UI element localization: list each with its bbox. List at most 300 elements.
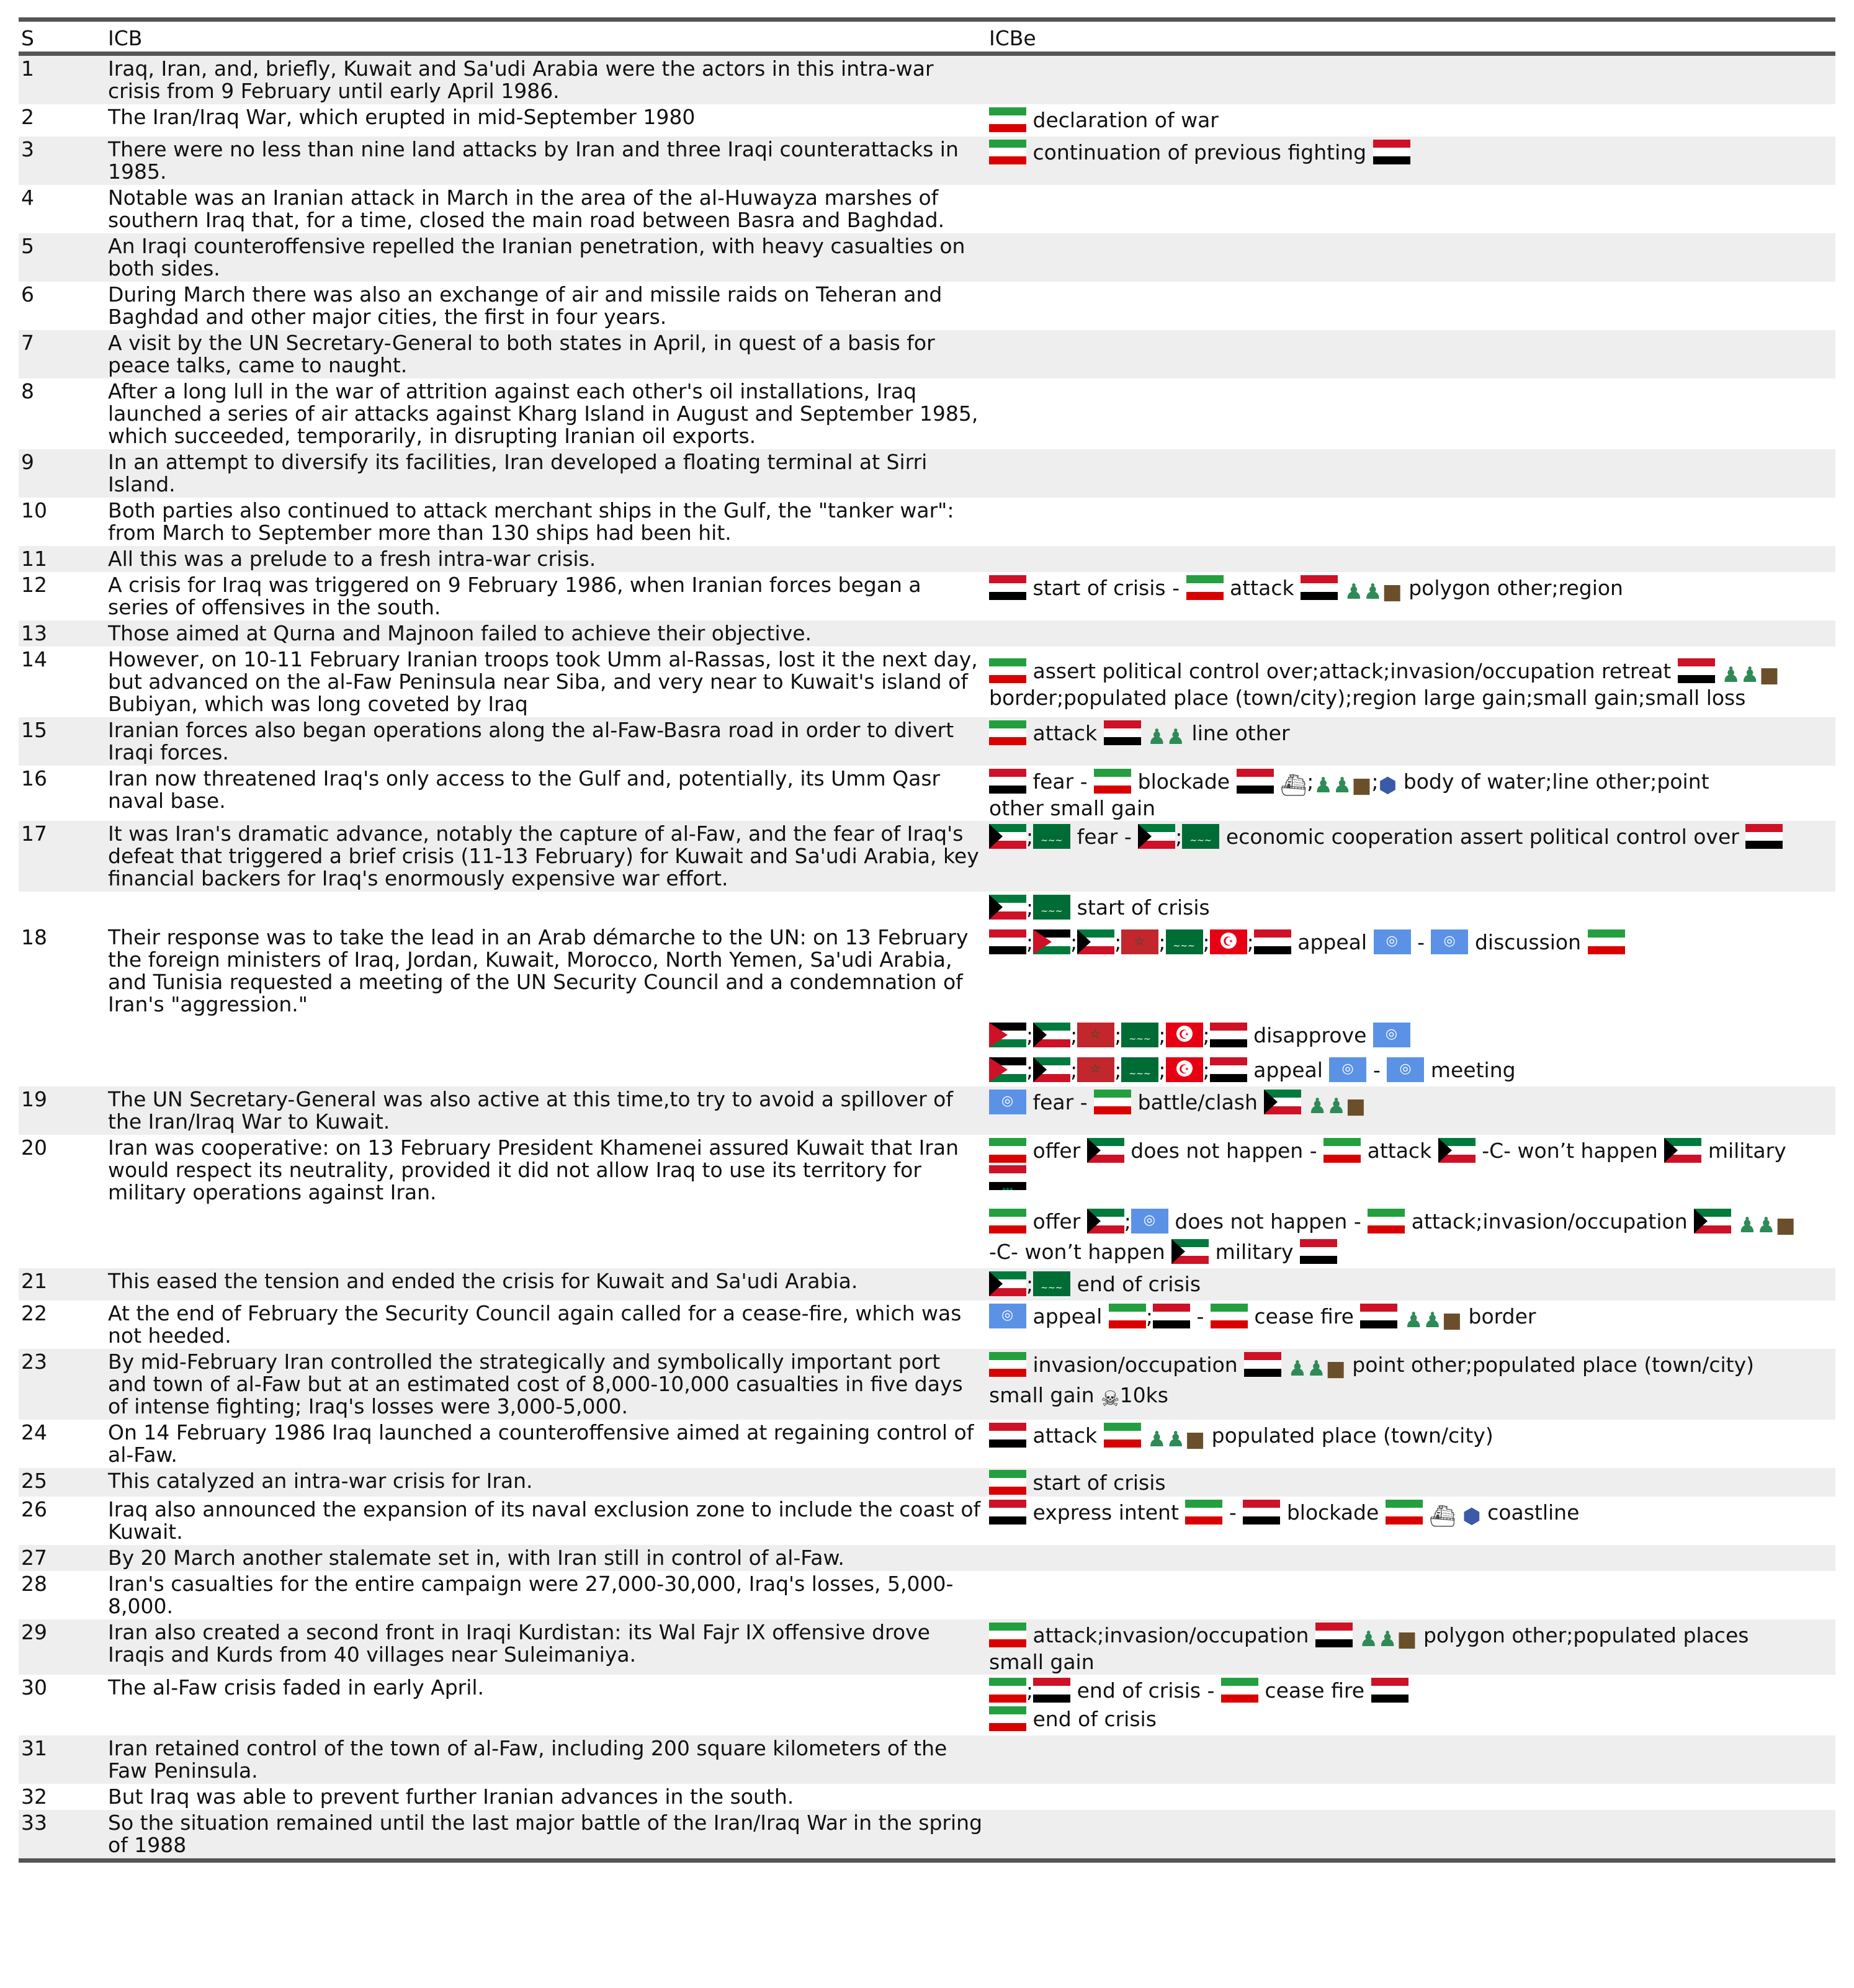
event-label: end of crisis bbox=[1032, 1707, 1157, 1731]
event-label: body of water;line other;point bbox=[1403, 769, 1709, 794]
table-row bbox=[19, 1420, 1835, 1468]
table-row bbox=[19, 1086, 1835, 1135]
sentence-number: 33 bbox=[19, 1810, 105, 1861]
spacer bbox=[989, 1190, 1833, 1207]
iran-flag bbox=[989, 1678, 1026, 1703]
saudi-flag bbox=[1033, 1271, 1070, 1296]
icb-text: Those aimed at Qurna and Majnoon failed to achieve their objective. bbox=[105, 620, 987, 647]
table-row bbox=[19, 185, 1835, 233]
table-row bbox=[19, 1784, 1835, 1810]
icb-text: Both parties also continued to attack merchant ships in the Gulf, the "tanker war": from March to September more than 130 ships had been hit. bbox=[108, 498, 954, 545]
event-line bbox=[989, 1652, 1833, 1673]
event-label: attack bbox=[1032, 721, 1098, 745]
table-row bbox=[19, 1675, 1835, 1735]
military-icon: ♟♟ bbox=[1737, 1213, 1776, 1238]
event-label: small gain bbox=[989, 1650, 1095, 1674]
iraq-flag bbox=[1243, 1500, 1280, 1525]
water-hex-icon: ⬢ bbox=[1378, 773, 1397, 798]
iraq-flag bbox=[1104, 720, 1141, 745]
un-flag bbox=[1374, 929, 1411, 954]
table-row bbox=[19, 54, 1835, 105]
icb-text: Iranian forces also began operations along the al-Faw-Basra road in order to divert Iraqi forces. bbox=[105, 717, 987, 766]
iraq-flag bbox=[1360, 1304, 1397, 1328]
icbe-events bbox=[987, 647, 1835, 717]
sentence-number: 20 bbox=[21, 1135, 47, 1160]
event-label: disapprove bbox=[1253, 1023, 1367, 1047]
icb-text: But Iraq was able to prevent further Iranian advances in the south. bbox=[108, 1784, 794, 1809]
iran-flag bbox=[989, 1138, 1026, 1163]
event-label: point other;populated place (town/city) bbox=[1352, 1353, 1755, 1377]
iran-flag bbox=[1323, 1138, 1361, 1163]
un-flag bbox=[989, 1090, 1026, 1114]
icb-text: The UN Secretary-General was also active at this time,to try to avoid a spillover of the Iran/Iraq War to Kuwait. bbox=[105, 1086, 987, 1135]
skull-icon: ☠ bbox=[1101, 1387, 1120, 1412]
sentence-number: 31 bbox=[19, 1735, 105, 1784]
military-icon: ♟♟ bbox=[1344, 580, 1382, 604]
iran-flag bbox=[989, 720, 1026, 745]
event-label: continuation of previous fighting bbox=[1032, 140, 1367, 164]
event-label: attack;invasion/occupation bbox=[1411, 1209, 1688, 1234]
iraq-flag bbox=[1301, 575, 1338, 600]
un-flag bbox=[1329, 1057, 1366, 1082]
table-row bbox=[19, 137, 1835, 185]
event-label: small gain bbox=[989, 1383, 1095, 1407]
iraq-flag bbox=[989, 929, 1026, 954]
event-line bbox=[989, 687, 1833, 709]
event-line: ; ;☆ ;~~~ ;☪ ; appeal ◎ - ◎ meeting bbox=[989, 1056, 1833, 1085]
icbe-events bbox=[987, 1135, 1835, 1268]
event-line bbox=[989, 1498, 1833, 1529]
icb-text: A crisis for Iraq was triggered on 9 February 1986, when Iranian forces began a series of offensives in the south. bbox=[108, 573, 921, 619]
table-row bbox=[19, 498, 1835, 546]
iraq-flag bbox=[1300, 1239, 1337, 1264]
icbe-events bbox=[987, 233, 1835, 282]
icb-text: Iraq, Iran, and, briefly, Kuwait and Sa'udi Arabia were the actors in this intra-war crisis from 9 February until early April 1986. bbox=[105, 54, 987, 105]
event-label: line other bbox=[1191, 721, 1290, 745]
icb-text: Notable was an Iranian attack in March in the area of the al-Huwayza marshes of southern Iraq that, for a time, closed the main road between Basra and Baghdad. bbox=[108, 186, 945, 232]
table-row bbox=[19, 647, 1835, 717]
iran-flag bbox=[989, 1623, 1026, 1647]
saudi-flag bbox=[1121, 1023, 1158, 1047]
event-label: declaration of war bbox=[1032, 108, 1219, 132]
saudi-flag bbox=[1166, 929, 1203, 954]
table-row bbox=[19, 1545, 1835, 1571]
iran-flag bbox=[1109, 1304, 1146, 1328]
iran-flag bbox=[1185, 1500, 1222, 1525]
kuwait-flag bbox=[1664, 1138, 1701, 1163]
military-icon: ♟♟ bbox=[1147, 725, 1186, 750]
sentence-number: 13 bbox=[19, 620, 105, 647]
event-separator: - bbox=[1124, 825, 1132, 849]
event-label: cease fire bbox=[1254, 1304, 1354, 1328]
saudi-flag bbox=[1121, 1057, 1158, 1082]
event-line bbox=[989, 1381, 1833, 1412]
icb-text: So the situation remained until the last major battle of the Iran/Iraq War in the spring of 1988 bbox=[105, 1810, 987, 1861]
land-cube-icon: ■ bbox=[1759, 663, 1780, 687]
kuwait-flag bbox=[1138, 824, 1175, 849]
yemen-flag bbox=[1254, 929, 1291, 954]
event-line bbox=[989, 1705, 1833, 1734]
sentence-number: 23 bbox=[19, 1349, 105, 1420]
event-line bbox=[989, 138, 1833, 167]
event-line bbox=[989, 798, 1833, 819]
sentence-number: 18 bbox=[21, 925, 47, 949]
morocco-flag bbox=[1121, 929, 1158, 954]
icb-text: However, on 10-11 February Iranian troops took Umm al-Rassas, lost it the next day, but advanced on the al-Faw Peninsula near Siba, and very near to Kuwait's island of Bubiyan, which was long coveted by Iraq bbox=[108, 647, 978, 716]
event-line bbox=[989, 574, 1833, 604]
table-row bbox=[19, 104, 1835, 137]
sentence-number: 3 bbox=[19, 137, 105, 185]
event-label: -C- won’t happen bbox=[1482, 1139, 1658, 1163]
sentence-number: 27 bbox=[19, 1545, 105, 1571]
sentence-number: 14 bbox=[21, 647, 47, 671]
iraq-flag bbox=[989, 1165, 1026, 1190]
icb-text: All this was a prelude to a fresh intra-war crisis. bbox=[105, 546, 987, 572]
table-row bbox=[19, 282, 1835, 330]
table-row bbox=[19, 717, 1835, 766]
event-separator: - bbox=[1196, 1304, 1204, 1328]
icbe-events bbox=[987, 1619, 1835, 1675]
event-label: express intent bbox=[1032, 1500, 1179, 1525]
iraq-flag bbox=[1237, 769, 1274, 794]
military-icon: ♟♟ bbox=[1307, 1094, 1346, 1119]
sentence-number: 8 bbox=[21, 379, 34, 403]
tunisia-flag bbox=[1210, 929, 1247, 954]
sentence-number: 12 bbox=[21, 573, 47, 597]
military-icon: ♟♟ bbox=[1147, 1427, 1186, 1452]
event-label: economic cooperation assert political control over bbox=[1225, 825, 1739, 849]
iraq-flag bbox=[989, 769, 1026, 794]
kuwait-flag bbox=[1438, 1138, 1476, 1163]
event-label: populated place (town/city) bbox=[1211, 1423, 1494, 1448]
table-row bbox=[19, 1571, 1835, 1619]
iran-flag bbox=[1386, 1500, 1423, 1525]
jordan-flag bbox=[989, 1057, 1026, 1082]
event-line bbox=[989, 1422, 1833, 1452]
table-row bbox=[19, 1301, 1835, 1349]
sentence-number: 2 bbox=[21, 105, 34, 129]
event-line bbox=[989, 1238, 1833, 1266]
icbe-events bbox=[987, 498, 1835, 546]
event-label: offer bbox=[1032, 1139, 1081, 1163]
iran-flag bbox=[1186, 575, 1224, 600]
un-flag bbox=[1131, 1209, 1168, 1234]
icb-text: On 14 February 1986 Iraq launched a counteroffensive aimed at regaining control of al-Faw. bbox=[108, 1420, 974, 1467]
icb-text: Iran retained control of the town of al-Faw, including 200 square kilometers of the Faw Peninsula. bbox=[105, 1735, 987, 1784]
table-row bbox=[19, 892, 1835, 1086]
event-separator: - bbox=[1080, 1090, 1088, 1114]
kuwait-flag bbox=[1087, 1209, 1124, 1234]
land-cube-icon: ■ bbox=[1325, 1356, 1346, 1381]
table-row bbox=[19, 546, 1835, 572]
military-icon: ♟♟ bbox=[1359, 1627, 1397, 1652]
table-row bbox=[19, 766, 1835, 821]
sentence-number: 32 bbox=[21, 1784, 47, 1809]
header-icb: ICB bbox=[105, 20, 987, 54]
event-label: blockade bbox=[1137, 769, 1230, 794]
event-label: fear bbox=[1032, 769, 1074, 794]
event-label: border;populated place (town/city);region large gain;small gain;small loss bbox=[989, 686, 1746, 710]
event-label: coastline bbox=[1487, 1500, 1580, 1525]
sentence-number: 30 bbox=[21, 1675, 47, 1699]
event-label: battle/clash bbox=[1137, 1090, 1258, 1114]
event-label: start of crisis bbox=[1032, 1471, 1166, 1495]
kuwait-flag bbox=[1033, 1057, 1070, 1082]
iran-flag bbox=[1094, 1090, 1131, 1114]
event-line: ;~~~ end of crisis bbox=[989, 1270, 1833, 1299]
icbe-events bbox=[987, 1675, 1835, 1735]
land-cube-icon: ■ bbox=[1185, 1427, 1206, 1452]
table-row bbox=[19, 1349, 1835, 1420]
ship-icon: ⛴ bbox=[1280, 773, 1307, 798]
event-separator: - bbox=[1080, 769, 1088, 794]
icbe-events bbox=[987, 1810, 1835, 1861]
icbe-events bbox=[987, 1086, 1835, 1135]
iran-flag bbox=[1588, 929, 1625, 954]
sentence-number: 10 bbox=[21, 498, 47, 522]
icbe-events bbox=[987, 1420, 1835, 1468]
event-label: meeting bbox=[1430, 1058, 1516, 1082]
land-cube-icon: ■ bbox=[1441, 1308, 1462, 1333]
header-icbe: ICBe bbox=[987, 20, 1835, 54]
icb-comparison-table bbox=[19, 17, 1835, 1863]
icbe-events bbox=[987, 104, 1835, 137]
icbe-events bbox=[987, 821, 1835, 892]
event-separator: - bbox=[1373, 1058, 1381, 1082]
event-line: ◎ appeal ; ✱✱✱ - cease fire ✱✱✱ ♟♟■ border bbox=[989, 1302, 1833, 1333]
event-line bbox=[989, 1137, 1833, 1165]
iran-flag bbox=[989, 1209, 1026, 1234]
military-icon: ♟♟ bbox=[1314, 773, 1352, 798]
event-label: attack bbox=[1230, 576, 1294, 600]
sentence-number: 26 bbox=[21, 1497, 47, 1521]
un-flag bbox=[1431, 929, 1468, 954]
yemen-flag bbox=[1210, 1057, 1247, 1082]
event-label: does not happen - bbox=[1175, 1209, 1361, 1234]
event-line bbox=[989, 1470, 1833, 1495]
sentence-number: 28 bbox=[21, 1572, 47, 1596]
event-line bbox=[989, 719, 1833, 750]
tunisia-flag bbox=[1166, 1057, 1203, 1082]
sentence-number: 1 bbox=[19, 54, 105, 105]
event-label: other small gain bbox=[989, 796, 1156, 820]
icb-text: Iraq also announced the expansion of its naval exclusion zone to include the coast of Kuwait. bbox=[108, 1497, 981, 1544]
event-label: 10ks bbox=[1119, 1383, 1168, 1407]
iran-flag bbox=[989, 107, 1026, 132]
sentence-number: 21 bbox=[19, 1268, 105, 1301]
jordan-flag bbox=[989, 1023, 1026, 1047]
event-label: fear bbox=[1077, 825, 1118, 849]
icbe-events bbox=[987, 1268, 1835, 1301]
iraq-flag bbox=[1244, 1352, 1281, 1377]
event-label: does not happen - bbox=[1131, 1139, 1317, 1163]
icbe-events bbox=[987, 1545, 1835, 1571]
iraq-flag bbox=[989, 575, 1026, 600]
kuwait-flag bbox=[1077, 929, 1114, 954]
saudi-flag bbox=[1033, 895, 1070, 920]
icbe-events bbox=[987, 185, 1835, 233]
sentence-number: 9 bbox=[19, 449, 105, 498]
header-s: S bbox=[19, 20, 105, 54]
iraq-flag bbox=[1373, 140, 1410, 164]
iraq-flag bbox=[1153, 1304, 1190, 1328]
kuwait-flag bbox=[1087, 1138, 1124, 1163]
event-label: appeal bbox=[1297, 930, 1368, 954]
land-cube-icon: ■ bbox=[1345, 1094, 1366, 1119]
land-cube-icon: ■ bbox=[1775, 1213, 1796, 1238]
icbe-events bbox=[987, 449, 1835, 498]
icb-table-container bbox=[19, 17, 1835, 1863]
event-label: start of crisis bbox=[1077, 895, 1210, 920]
icbe-events bbox=[987, 892, 1835, 1086]
event-label: polygon other;populated places bbox=[1423, 1623, 1749, 1647]
event-separator: - bbox=[1417, 930, 1425, 954]
icb-text: Iran was cooperative: on 13 February President Khamenei assured Kuwait that Iran would respect its neutrality, provided it did not allow Iraq to use its territory for military operations against Iran. bbox=[108, 1135, 959, 1204]
land-cube-icon: ■ bbox=[1382, 580, 1402, 604]
jordan-flag bbox=[1033, 929, 1070, 954]
iran-flag bbox=[989, 1470, 1026, 1495]
sentence-number: 19 bbox=[19, 1086, 105, 1135]
iran-flag bbox=[1368, 1209, 1405, 1234]
sentence-number: 25 bbox=[19, 1468, 105, 1497]
iran-flag bbox=[1104, 1423, 1141, 1448]
icb-text: By 20 March another stalemate set in, with Iran still in control of al-Faw. bbox=[105, 1545, 987, 1571]
table-row bbox=[19, 1810, 1835, 1861]
kuwait-flag bbox=[989, 895, 1026, 920]
kuwait-flag bbox=[1264, 1090, 1301, 1114]
morocco-flag bbox=[1077, 1057, 1114, 1082]
table-row bbox=[19, 1268, 1835, 1301]
table-row bbox=[19, 1619, 1835, 1675]
icb-text: This eased the tension and ended the crisis for Kuwait and Sa'udi Arabia. bbox=[105, 1268, 987, 1301]
iran-flag bbox=[1094, 769, 1131, 794]
icbe-events bbox=[987, 54, 1835, 105]
saudi-flag bbox=[1033, 824, 1070, 849]
iran-flag bbox=[989, 140, 1026, 164]
sentence-number: 22 bbox=[21, 1301, 47, 1325]
event-label: attack;invasion/occupation bbox=[1032, 1623, 1309, 1647]
event-line: ; ;☆ ;~~~ ;☪ ; disapprove ◎ bbox=[989, 1021, 1833, 1050]
icbe-events bbox=[987, 1735, 1835, 1784]
kuwait-flag bbox=[1694, 1209, 1731, 1234]
icb-text: An Iraqi counteroffensive repelled the Iranian penetration, with heavy casualties on both sides. bbox=[105, 233, 987, 282]
iraq-flag bbox=[989, 1423, 1026, 1448]
event-label: border bbox=[1468, 1304, 1536, 1328]
military-icon: ♟♟ bbox=[1288, 1356, 1326, 1381]
icbe-events bbox=[987, 1497, 1835, 1545]
event-line: ✱✱✱ ; ; ;☆ ;~~~ ;☪ ; appeal ◎ - ◎ discussion bbox=[989, 928, 1833, 957]
table-row bbox=[19, 1135, 1835, 1268]
event-label: appeal bbox=[1253, 1058, 1323, 1082]
icbe-events bbox=[987, 1468, 1835, 1497]
icb-text: Iran's casualties for the entire campaign were 27,000-30,000, Iraq's losses, 5,000-8,000. bbox=[108, 1572, 954, 1618]
sentence-number: 4 bbox=[21, 186, 34, 210]
icb-text: At the end of February the Security Council again called for a cease-fire, which was not heeded. bbox=[108, 1301, 962, 1348]
event-label: offer bbox=[1032, 1209, 1081, 1234]
sentence-number: 15 bbox=[19, 717, 105, 766]
icb-text: It was Iran's dramatic advance, notably the capture of al-Faw, and the fear of Iraq's defeat that triggered a brief crisis (11-13 February) for Kuwait and Sa'udi Arabia, key financial backers for Iraq's enormously expensive war effort. bbox=[105, 821, 987, 892]
kuwait-flag bbox=[989, 824, 1026, 849]
event-label: fear bbox=[1032, 1090, 1074, 1114]
land-cube-icon: ■ bbox=[1351, 773, 1372, 798]
sentence-number: 6 bbox=[21, 282, 34, 307]
icbe-events bbox=[987, 282, 1835, 330]
header-row bbox=[19, 20, 1835, 54]
event-label: assert political control over;attack;invasion/occupation retreat bbox=[1032, 659, 1672, 683]
saudi-flag bbox=[1182, 824, 1219, 849]
event-label: start of crisis bbox=[1032, 576, 1166, 600]
event-line bbox=[989, 657, 1833, 687]
sentence-number: 24 bbox=[21, 1420, 47, 1444]
table-row bbox=[19, 330, 1835, 378]
event-line bbox=[989, 1351, 1833, 1381]
event-label: attack bbox=[1032, 1423, 1098, 1448]
icb-text: After a long lull in the war of attrition against each other's oil installations, Iraq launched a series of air attacks against Kharg Island in August and September 1985, which succeeded, temporarily, in disrupting Iranian oil exports. bbox=[108, 379, 979, 448]
table-row bbox=[19, 233, 1835, 282]
event-separator: - bbox=[1172, 576, 1180, 600]
icb-text: A visit by the UN Secretary-General to both states in April, in quest of a basis for peace talks, came to naught. bbox=[105, 330, 987, 378]
land-cube-icon: ■ bbox=[1397, 1627, 1417, 1652]
icbe-events bbox=[987, 330, 1835, 378]
icbe-events bbox=[987, 717, 1835, 766]
iran-flag bbox=[1221, 1678, 1258, 1703]
water-hex-icon: ⬢ bbox=[1462, 1504, 1481, 1529]
event-line: offer ;◎ does not happen - attack;invasion/occupation ♟♟■ bbox=[989, 1207, 1833, 1238]
icbe-events bbox=[987, 1301, 1835, 1349]
yemen-flag bbox=[1210, 1023, 1247, 1047]
event-label: military bbox=[1708, 1139, 1786, 1163]
event-line: ;~~~ fear - ;~~~ economic cooperation assert political control over ✱✱✱ bbox=[989, 823, 1833, 851]
event-line bbox=[989, 1621, 1833, 1652]
event-line: ✱✱✱ fear - blockade ✱✱✱ ⛴;♟♟■;⬢ body of water;line other;point bbox=[989, 768, 1833, 798]
icbe-events bbox=[987, 766, 1835, 821]
icbe-events bbox=[987, 1349, 1835, 1420]
un-flag bbox=[1387, 1057, 1424, 1082]
iran-flag bbox=[989, 658, 1026, 683]
sentence-number: 5 bbox=[19, 233, 105, 282]
icb-text: By mid-February Iran controlled the strategically and symbolically important port and town of al-Faw but at an estimated cost of 8,000-10,000 casualties in five days of intense fighting; Iraq's losses were 3,000-5,000. bbox=[105, 1349, 987, 1420]
military-icon: ♟♟ bbox=[1404, 1308, 1442, 1333]
event-separator: - bbox=[1229, 1500, 1237, 1525]
tunisia-flag bbox=[1166, 1023, 1203, 1047]
kuwait-flag bbox=[989, 1271, 1026, 1296]
un-flag bbox=[989, 1304, 1026, 1328]
icbe-events bbox=[987, 620, 1835, 647]
event-line bbox=[989, 106, 1833, 135]
table-row bbox=[19, 1468, 1835, 1497]
icb-text: During March there was also an exchange of air and missile raids on Teheran and Baghdad and other major cities, the first in four years. bbox=[108, 282, 943, 329]
icb-text: This catalyzed an intra-war crisis for Iran. bbox=[105, 1468, 987, 1497]
ship-icon: ⛴ bbox=[1429, 1504, 1456, 1529]
un-flag bbox=[1373, 1023, 1410, 1047]
event-label: invasion/occupation bbox=[1032, 1353, 1238, 1377]
iraq-flag bbox=[1745, 824, 1783, 849]
icb-text: There were no less than nine land attacks by Iran and three Iraqi counterattacks in 1985. bbox=[105, 137, 987, 185]
iraq-flag bbox=[1315, 1623, 1353, 1647]
event-line bbox=[989, 1088, 1833, 1119]
event-label: -C- won’t happen bbox=[989, 1240, 1165, 1264]
event-label: military bbox=[1215, 1240, 1294, 1264]
sentence-number: 11 bbox=[19, 546, 105, 572]
icbe-events bbox=[987, 1784, 1835, 1810]
sentence-number: 16 bbox=[21, 766, 47, 790]
event-label: appeal bbox=[1032, 1304, 1103, 1328]
table-row bbox=[19, 449, 1835, 498]
table-row bbox=[19, 821, 1835, 892]
table-row bbox=[19, 572, 1835, 620]
iran-flag bbox=[1211, 1304, 1248, 1328]
icb-text: In an attempt to diversify its facilities, Iran developed a floating terminal at Sirri Island. bbox=[105, 449, 987, 498]
